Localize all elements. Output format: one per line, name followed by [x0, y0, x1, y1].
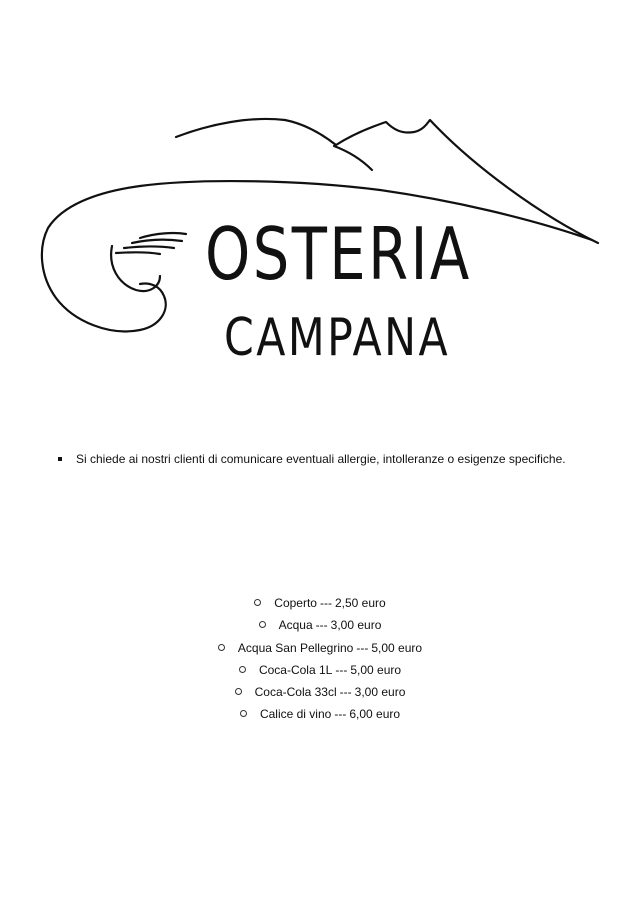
logo-title-line1: OSTERIA: [205, 212, 472, 296]
separator: ---: [319, 596, 332, 610]
item-name: Acqua: [278, 618, 313, 633]
item-name: Calice di vino: [259, 707, 332, 722]
item-price: 5,00 euro: [371, 640, 423, 655]
square-bullet-icon: [58, 457, 62, 461]
price-list: [0, 592, 640, 726]
list-item: [0, 681, 640, 703]
item-name: Coca-Cola 33cl: [254, 685, 337, 700]
separator: ---: [356, 640, 369, 655]
list-item: [0, 703, 640, 725]
item-name: Coca-Cola 1L: [258, 662, 333, 677]
restaurant-logo: [0, 0, 640, 380]
circle-bullet-icon: [240, 710, 247, 717]
item-price: 2,50 euro: [334, 596, 386, 610]
item-name: Acqua San Pellegrino: [237, 640, 354, 655]
allergy-notice-text: Si chiede ai nostri clienti di comunicare eventuali allergie, intolleranze o esigenze specifiche.: [76, 452, 566, 466]
circle-bullet-icon: [218, 644, 225, 651]
circle-bullet-icon: [235, 688, 242, 695]
list-item: [0, 592, 640, 614]
list-item: [0, 614, 640, 636]
separator: ---: [339, 685, 352, 700]
item-price: 6,00 euro: [349, 707, 401, 722]
item-price: 5,00 euro: [350, 662, 402, 677]
circle-bullet-icon: [254, 599, 261, 606]
list-item: [0, 637, 640, 659]
circle-bullet-icon: [259, 621, 266, 628]
item-price: 3,00 euro: [330, 618, 382, 633]
item-price: 3,00 euro: [354, 685, 406, 700]
separator: ---: [334, 707, 347, 722]
list-item: [0, 659, 640, 681]
circle-bullet-icon: [239, 666, 246, 673]
allergy-notice: [58, 451, 618, 467]
separator: ---: [315, 618, 328, 633]
item-name: Coperto: [274, 596, 317, 610]
logo-title-line2: CAMPANA: [224, 308, 451, 368]
separator: ---: [335, 662, 348, 677]
